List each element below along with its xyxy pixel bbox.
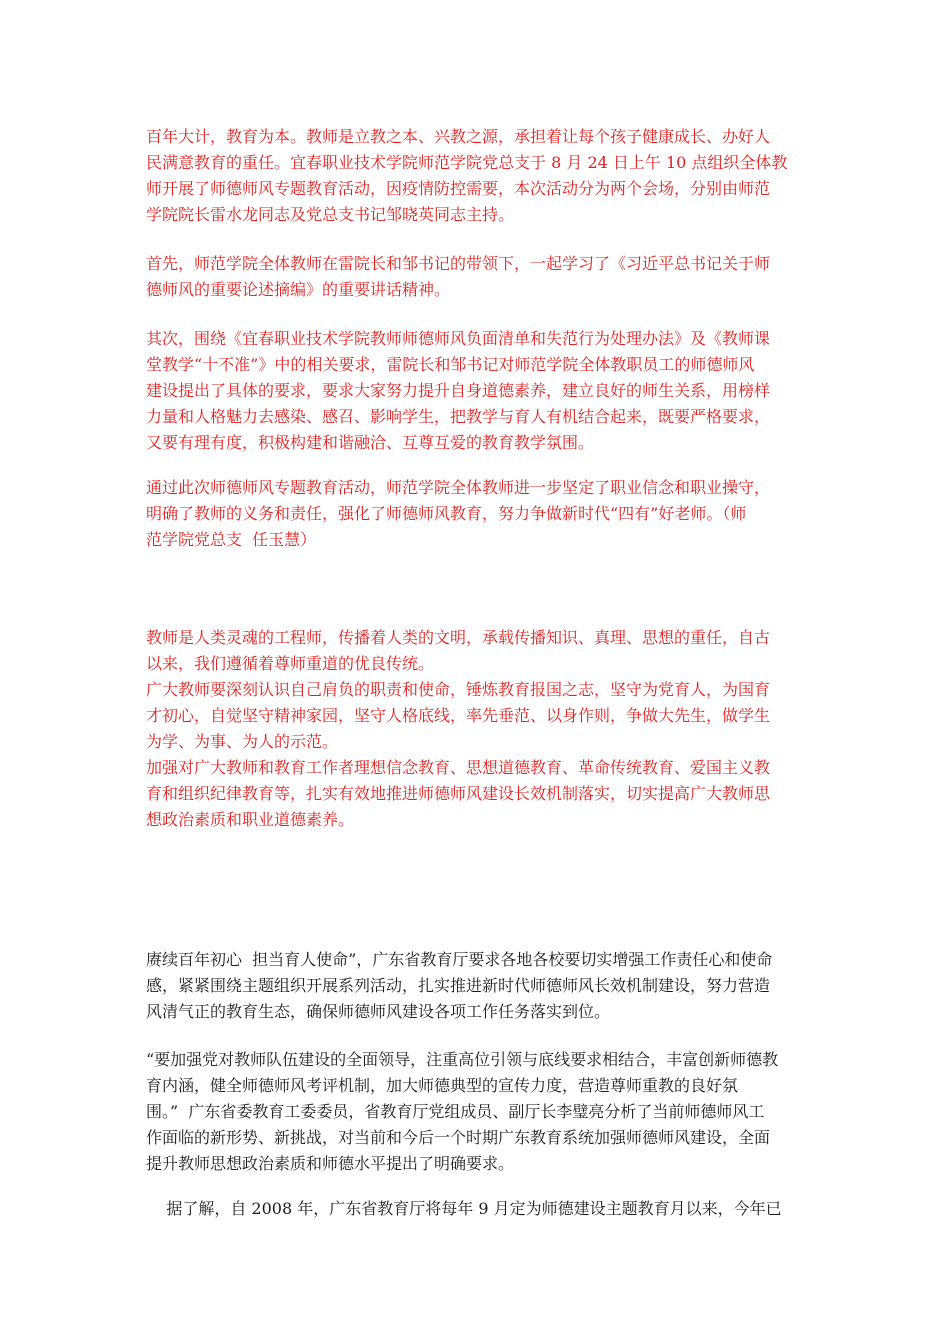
text-line: 提升教师思想政治素质和师德水平提出了明确要求。 — [146, 1154, 515, 1173]
text-line: 又要有理有度，积极构建和谐融洽、互尊互爱的教育教学氛围。 — [146, 433, 595, 452]
text-line: 感，紧紧围绕主题组织开展系列活动，扎实推进新时代师德师风长效机制建设，努力营造 — [146, 976, 771, 995]
text-line: 通过此次师德师风专题教育活动，师范学院全体教师进一步坚定了职业信念和职业操守， — [146, 478, 771, 497]
text-line: 为学、为事、为人的示范。 — [146, 732, 339, 751]
text-line: 民满意教育的重任。宜春职业技术学院师范学院党总支于 8 月 24 日上午 10 点组织全体教 — [146, 153, 788, 172]
text-line: 力量和人格魅力去感染、感召、影响学生，把教学与育人有机结合起来，既要严格要求， — [146, 407, 771, 426]
text-line: 范学院党总支 任玉慧） — [146, 530, 317, 549]
text-line: 围。” 广东省委教育工委委员，省教育厅党组成员、副厅长李璧亮分析了当前师德师风工 — [146, 1102, 765, 1121]
text-line: 作面临的新形势、新挑战，对当前和今后一个时期广东教育系统加强师德师风建设，全面 — [146, 1128, 771, 1147]
text-line: 才初心，自觉坚守精神家园，坚守人格底线，率先垂范、以身作则，争做大先生，做学生 — [146, 706, 771, 725]
text-line: 学院院长雷水龙同志及党总支书记邹晓英同志主持。 — [146, 205, 515, 224]
text-line: 堂教学“十不准”》中的相关要求，雷院长和邹书记对师范学院全体教职员工的师德师风 — [146, 355, 755, 374]
text-line: 赓续百年初心 担当育人使命”，广东省教育厅要求各地各校要切实增强工作责任心和使命 — [146, 950, 773, 969]
text-line: 加强对广大教师和教育工作者理想信念教育、思想道德教育、革命传统教育、爱国主义教 — [146, 758, 771, 777]
text-line: 明确了教师的义务和责任，强化了师德师风教育，努力争做新时代“四有”好老师。（师 — [146, 504, 747, 523]
text-line: 据了解，自 2008 年，广东省教育厅将每年 9 月定为师德建设主题教育月以来，今年已 — [146, 1199, 782, 1218]
text-line: 教师是人类灵魂的工程师，传播着人类的文明，承载传播知识、真理、思想的重任，自古 — [146, 628, 771, 647]
text-line: 其次，围绕《宜春职业技术学院教师师德师风负面清单和失范行为处理办法》及《教师课 — [146, 329, 771, 348]
text-line: 广大教师要深刻认识自己肩负的职责和使命，锤炼教育报国之志，坚守为党育人，为国育 — [146, 680, 771, 699]
text-line: 建设提出了具体的要求，要求大家努力提升自身道德素养，建立良好的师生关系，用榜样 — [146, 381, 771, 400]
text-line: 育内涵，健全师德师风考评机制，加大师德典型的宣传力度，营造尊师重教的良好氛 — [146, 1076, 739, 1095]
text-line: 风清气正的教育生态，确保师德师风建设各项工作任务落实到位。 — [146, 1002, 611, 1021]
text-line: 以来，我们遵循着尊师重道的优良传统。 — [146, 654, 435, 673]
text-line: 想政治素质和职业道德素养。 — [146, 810, 355, 829]
text-line: “要加强党对教师队伍建设的全面领导，注重高位引领与底线要求相结合，丰富创新师德教 — [146, 1050, 779, 1069]
text-line: 师开展了师德师风专题教育活动，因疫情防控需要，本次活动分为两个会场，分别由师范 — [146, 179, 771, 198]
text-line: 首先，师范学院全体教师在雷院长和邹书记的带领下，一起学习了《习近平总书记关于师 — [146, 254, 771, 273]
text-line: 育和组织纪律教育等，扎实有效地推进师德师风建设长效机制落实，切实提高广大教师思 — [146, 784, 771, 803]
text-line: 百年大计，教育为本。教师是立教之本、兴教之源，承担着让每个孩子健康成长、办好人 — [146, 127, 771, 146]
text-line: 德师风的重要论述摘编》的重要讲话精神。 — [146, 280, 451, 299]
